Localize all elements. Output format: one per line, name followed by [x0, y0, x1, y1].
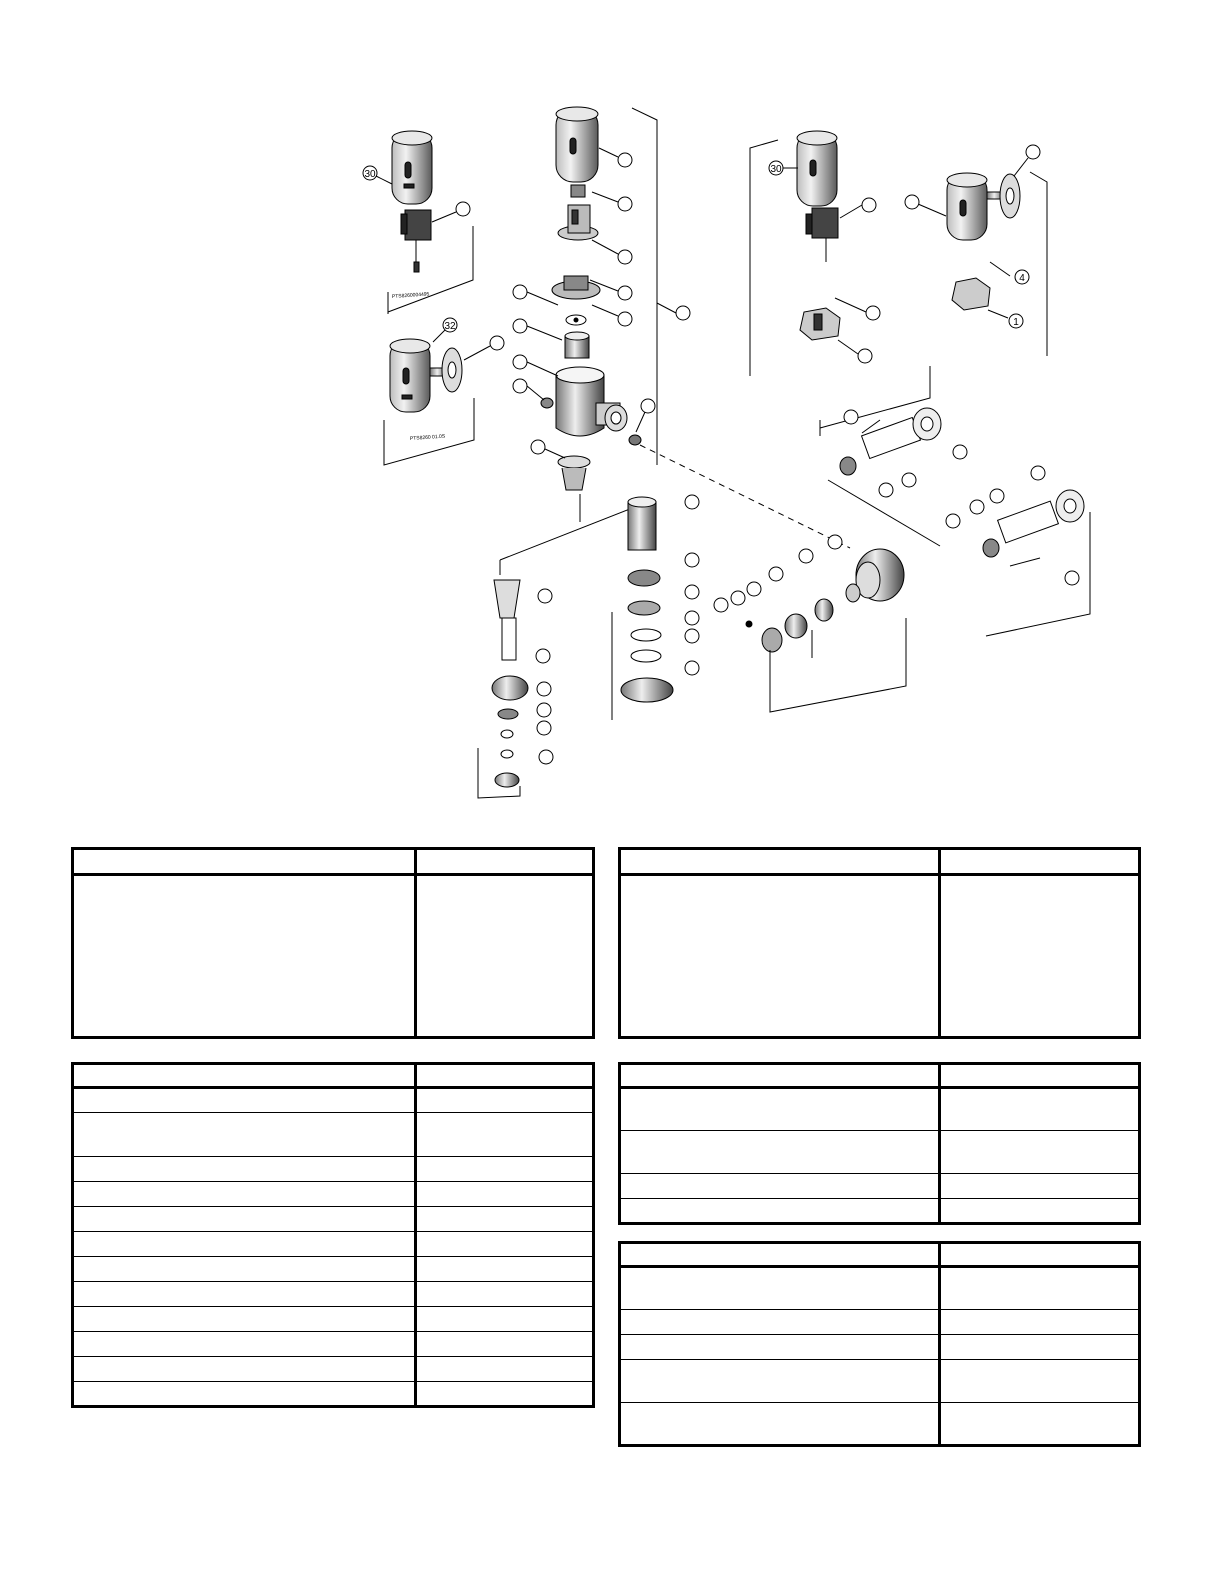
- table-5-cell: [620, 1267, 940, 1310]
- table-1-header-part: [416, 849, 594, 875]
- table-3-cell: [416, 1207, 594, 1232]
- table-4-header-description: [620, 1064, 940, 1088]
- callout-upper-left-sensor: 30: [364, 169, 376, 180]
- table-3-header-part: [416, 1064, 594, 1088]
- table-5-cell: [940, 1403, 1140, 1446]
- parts-table-5: [618, 1241, 1141, 1447]
- supply-pipe-upper: [820, 366, 967, 546]
- table-3-cell: [416, 1282, 594, 1307]
- tailpiece-group: [478, 560, 553, 798]
- table-4-cell: [620, 1199, 940, 1224]
- table-5-cell: [620, 1360, 940, 1403]
- table-1-header-description: [73, 849, 416, 875]
- table-4-cell: [940, 1174, 1140, 1199]
- table-5-cell: [940, 1310, 1140, 1335]
- table-5-cell: [940, 1267, 1140, 1310]
- parts-table-2: [618, 847, 1141, 1039]
- table-1-cell: [416, 875, 594, 1038]
- table-4-cell: [620, 1088, 940, 1131]
- table-3-cell: [73, 1307, 416, 1332]
- table-3-cell: [416, 1182, 594, 1207]
- table-2-header-part: [940, 849, 1140, 875]
- table-3-cell: [73, 1182, 416, 1207]
- far-right-sensor-assembly: [905, 145, 1047, 356]
- table-3-cell: [416, 1232, 594, 1257]
- table-5-cell: [940, 1360, 1140, 1403]
- table-3-cell: [73, 1088, 416, 1113]
- table-3-cell: [73, 1157, 416, 1182]
- callout-right-sensor-screws: 4: [1019, 273, 1025, 284]
- table-1-cell: [73, 875, 416, 1038]
- table-4-header-part: [940, 1064, 1140, 1088]
- stop-valve-group: [640, 445, 906, 712]
- parts-table-3: [71, 1062, 595, 1408]
- table-3-cell: [416, 1332, 594, 1357]
- upper-left-caption: PTS8260004495: [391, 291, 430, 300]
- table-3-cell: [73, 1113, 416, 1157]
- table-2-header-description: [620, 849, 940, 875]
- table-3-header-description: [73, 1064, 416, 1088]
- table-3-cell: [73, 1257, 416, 1282]
- table-3-cell: [416, 1257, 594, 1282]
- table-5-cell: [620, 1310, 940, 1335]
- table-3-cell: [73, 1282, 416, 1307]
- table-2-cell: [940, 875, 1140, 1038]
- table-3-cell: [73, 1207, 416, 1232]
- central-valve-stack: [541, 107, 690, 490]
- table-5-cell: [940, 1335, 1140, 1360]
- table-3-cell: [416, 1382, 594, 1407]
- callout-lower-left-sensor: 32: [444, 321, 456, 332]
- table-3-cell: [73, 1332, 416, 1357]
- table-3-cell: [416, 1113, 594, 1157]
- vacuum-breaker-group: [500, 494, 699, 720]
- table-4-cell: [940, 1199, 1140, 1224]
- table-4-cell: [620, 1131, 940, 1174]
- parts-table-4: [618, 1062, 1141, 1225]
- table-3-cell: [73, 1382, 416, 1407]
- table-2-cell: [620, 875, 940, 1038]
- table-5-header-part: [940, 1243, 1140, 1267]
- callout-right-sensor-top: 30: [770, 164, 782, 175]
- upper-left-sensor-assembly: [363, 131, 473, 314]
- table-5-cell: [620, 1403, 940, 1446]
- table-4-cell: [940, 1131, 1140, 1174]
- table-3-cell: [416, 1088, 594, 1113]
- lower-left-sensor-assembly: [384, 318, 504, 465]
- table-3-cell: [416, 1157, 594, 1182]
- table-3-cell: [73, 1357, 416, 1382]
- callout-right-sensor-base: 1: [1013, 317, 1019, 328]
- table-4-cell: [940, 1088, 1140, 1131]
- table-5-header-description: [620, 1243, 940, 1267]
- parts-table-1: [71, 847, 595, 1039]
- table-3-cell: [73, 1232, 416, 1257]
- lower-left-caption: PTS8260 01.0S: [409, 433, 446, 442]
- supply-pipe-lower: [946, 466, 1090, 636]
- table-3-cell: [416, 1357, 594, 1382]
- table-3-cell: [416, 1307, 594, 1332]
- table-5-cell: [620, 1335, 940, 1360]
- table-4-cell: [620, 1174, 940, 1199]
